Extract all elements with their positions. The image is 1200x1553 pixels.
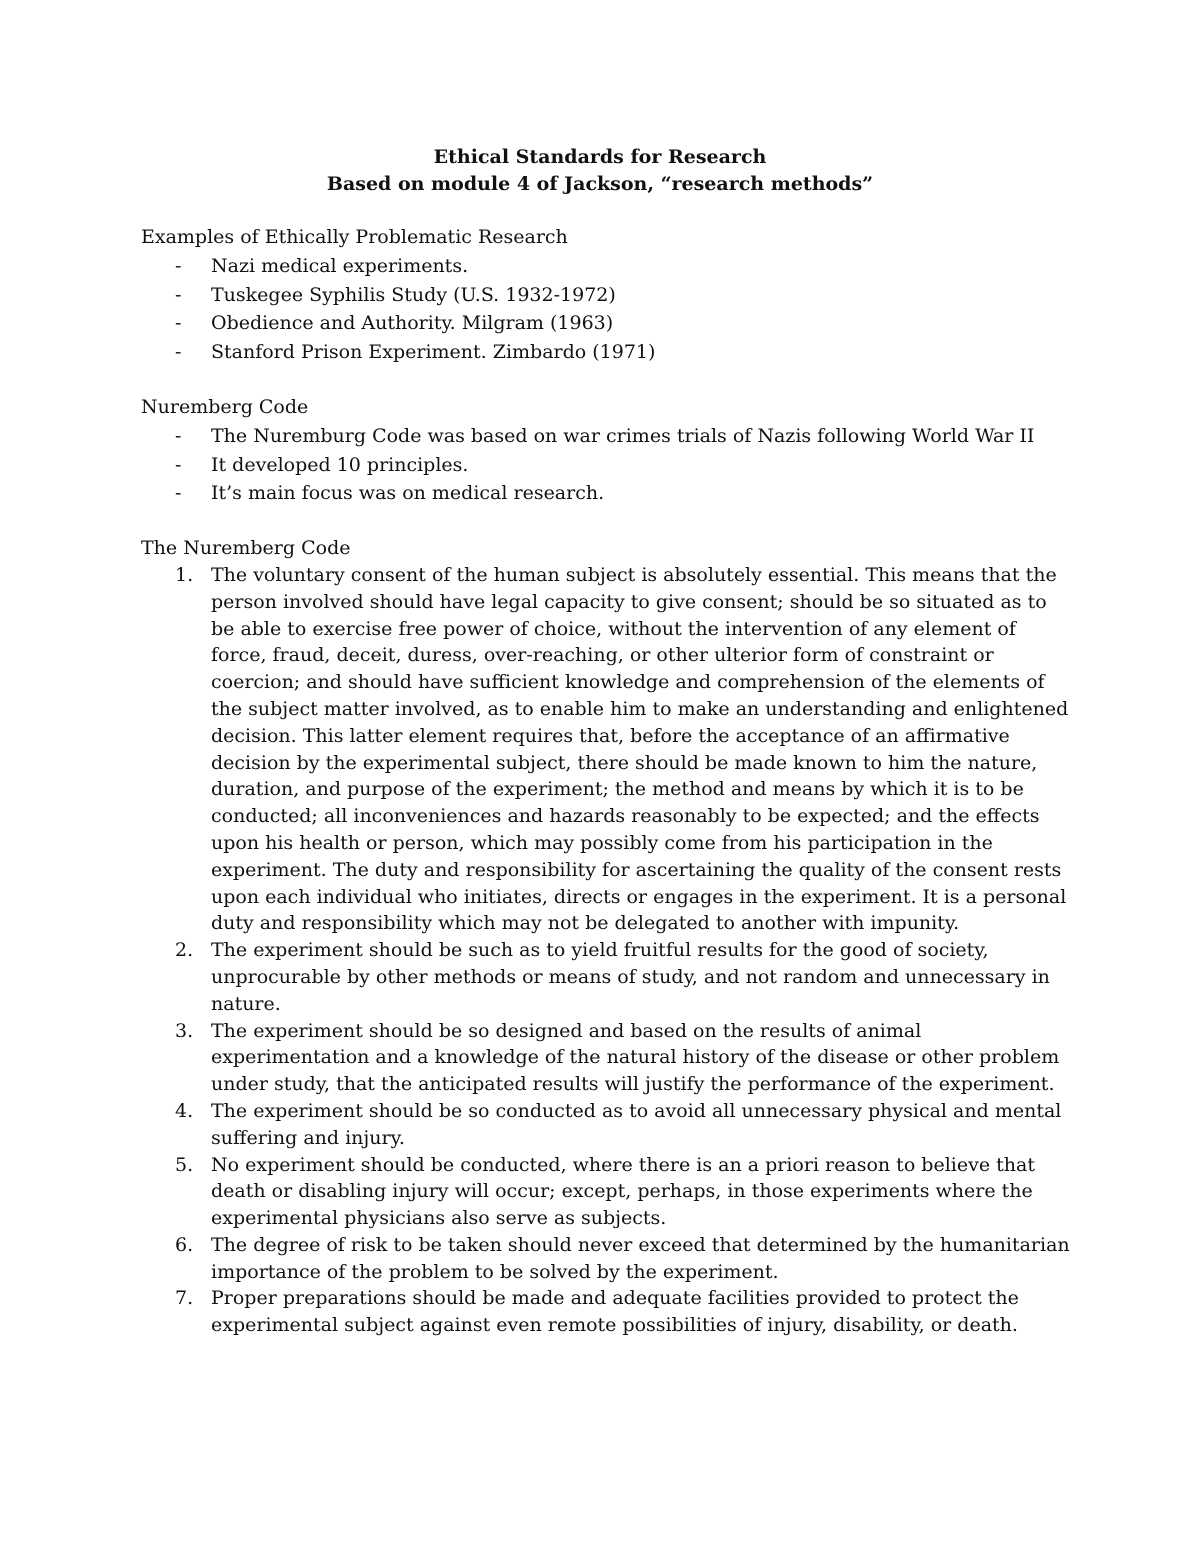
numbered-item	[141, 937, 1071, 1017]
list-item	[141, 310, 1071, 337]
numbered-list	[141, 562, 1071, 1339]
dash-marker: -	[175, 482, 182, 505]
section-nuremberg-principles	[141, 535, 1071, 1339]
list-item	[141, 253, 1071, 280]
number-marker: 3.	[175, 1019, 194, 1042]
number-marker: 6.	[175, 1233, 194, 1256]
dash-list	[141, 253, 1071, 366]
document-subtitle: Based on module 4 of Jackson, “research methods”	[326, 173, 874, 195]
numbered-item-text: The experiment should be so designed and based on the results of animal experimentation and a knowledge of the natural history of the disease or other problem under study, that the anticipated results will justify the performance of the experiment.	[211, 1019, 1060, 1096]
dash-marker: -	[175, 283, 182, 306]
number-marker: 1.	[175, 563, 194, 586]
numbered-item-text: The experiment should be such as to yield fruitful results for the good of society, unprocurable by other methods or means of study, and not random and unnecessary in nature.	[211, 939, 1050, 1015]
list-item	[141, 423, 1071, 450]
number-marker: 4.	[175, 1099, 194, 1122]
list-item-text: Tuskegee Syphilis Study (U.S. 1932-1972)	[211, 283, 616, 306]
spacer	[141, 509, 1071, 535]
list-item-text: The Nuremburg Code was based on war crimes trials of Nazis following World War II	[211, 424, 1035, 447]
numbered-item-text: No experiment should be conducted, where there is an a priori reason to believe that death or disabling injury will occur; except, perhaps, in those experiments where the experimental physicians also serve as subjects.	[211, 1153, 1035, 1230]
numbered-item-text: Proper preparations should be made and adequate facilities provided to protect the experimental subject against even remote possibilities of injury, disability, or death.	[211, 1287, 1019, 1337]
list-item-text: It’s main focus was on medical research.	[211, 482, 605, 505]
numbered-item-text: The experiment should be so conducted as to avoid all unnecessary physical and mental suffering and injury.	[211, 1099, 1062, 1149]
list-item	[141, 480, 1071, 507]
list-item	[141, 452, 1071, 479]
numbered-item	[141, 1152, 1071, 1232]
number-marker: 5.	[175, 1153, 194, 1176]
dash-marker: -	[175, 341, 182, 364]
list-item-text: Nazi medical experiments.	[211, 254, 469, 277]
list-item-text: It developed 10 principles.	[211, 453, 469, 476]
numbered-item	[141, 1232, 1071, 1286]
section-heading: Examples of Ethically Problematic Research	[141, 226, 568, 248]
numbered-item	[141, 1018, 1071, 1098]
dash-marker: -	[175, 424, 182, 447]
section-heading: Nuremberg Code	[141, 395, 309, 418]
list-item-text: Stanford Prison Experiment. Zimbardo (1971)	[211, 341, 656, 364]
number-marker: 7.	[175, 1287, 194, 1310]
number-marker: 2.	[175, 939, 194, 962]
numbered-item-text: The voluntary consent of the human subject is absolutely essential. This means that the person involved should have legal capacity to give consent; should be so situated as to be able to exercise free power of choice, without the intervention of any element of force, fraud, deceit, duress, over-reaching, or other ulterior form of constraint or coercion; and should have sufficient knowledge and comprehension of the elements of the subject matter involved, as to enable him to make an understanding and enlightened decision. This latter element requires that, before the acceptance of an affirmative decision by the experimental subject, there should be made known to him the nature, duration, and purpose of the experiment; the method and means by which it is to be conducted; all inconveniences and hazards reasonably to be expected; and the effects upon his health or person, which may possibly come from his participation in the experiment. The duty and responsibility for ascertaining the quality of the consent rests upon each individual who initiates, directs or engages in the experiment. It is a personal duty and responsibility which may not be delegated to another with impunity.	[211, 563, 1069, 935]
section-problematic-research	[141, 224, 1071, 366]
dash-marker: -	[175, 453, 182, 476]
numbered-item	[141, 562, 1071, 937]
dash-list	[141, 423, 1071, 507]
list-item	[141, 282, 1071, 309]
dash-marker: -	[175, 254, 182, 277]
numbered-item-text: The degree of risk to be taken should never exceed that determined by the humanitarian importance of the problem to be solved by the experiment.	[211, 1233, 1070, 1283]
title-block	[0, 144, 1200, 198]
dash-marker: -	[175, 312, 182, 335]
section-heading: The Nuremberg Code	[141, 537, 351, 560]
list-item-text: Obedience and Authority. Milgram (1963)	[211, 312, 614, 335]
document-body	[141, 224, 1071, 1339]
document-title: Ethical Standards for Research	[433, 146, 767, 168]
section-nuremberg-overview	[141, 394, 1071, 507]
numbered-item	[141, 1098, 1071, 1152]
list-item	[141, 339, 1071, 366]
numbered-item	[141, 1285, 1071, 1339]
spacer	[141, 368, 1071, 394]
